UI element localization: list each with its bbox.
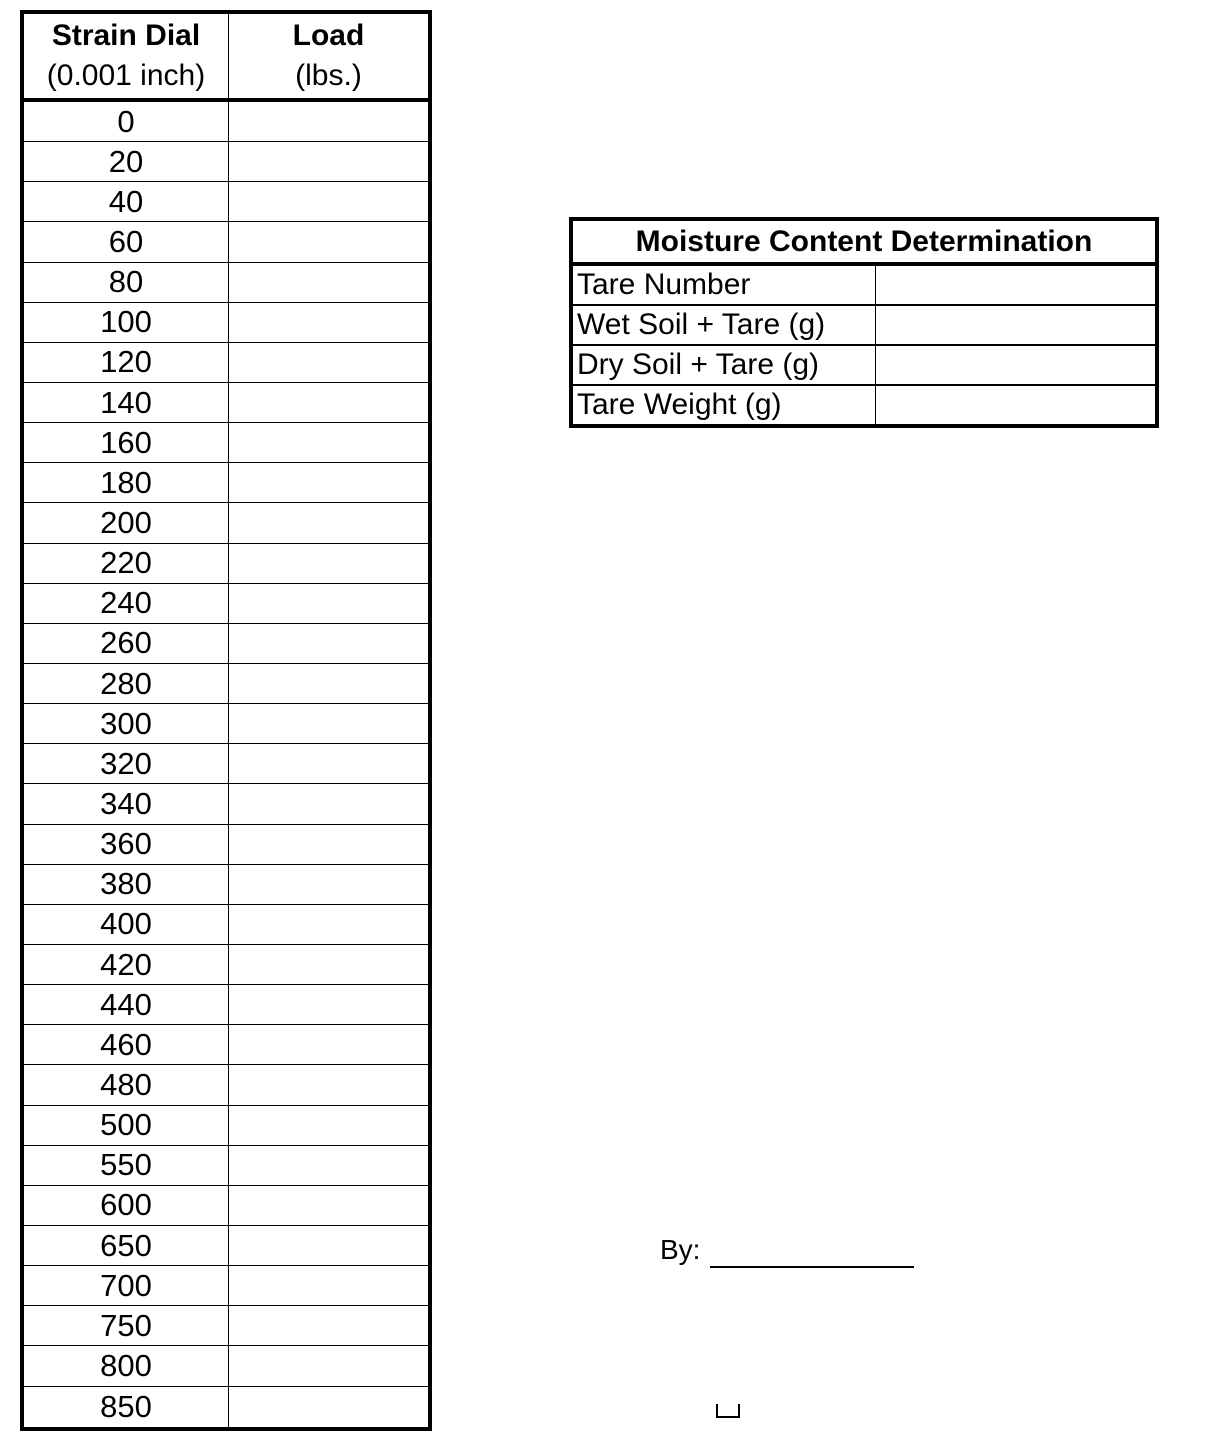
load-cell [229,303,428,342]
load-cell [229,263,428,302]
moisture-content-table [569,217,1159,428]
load-title: Load [292,19,365,52]
load-cell [229,865,428,904]
strain-row [24,423,428,463]
strain-row [24,1146,428,1186]
load-cell [229,463,428,502]
load-input[interactable] [229,303,428,342]
strain-row [24,222,428,262]
load-input[interactable] [229,865,428,904]
strain-row [24,664,428,704]
strain-row [24,1106,428,1146]
strain-dial-value: 0 [24,102,229,141]
load-input[interactable] [229,1065,428,1104]
strain-dial-value: 220 [24,544,229,583]
load-cell [229,423,428,462]
load-header [229,14,428,98]
load-input[interactable] [229,945,428,984]
load-cell [229,1146,428,1185]
load-input[interactable] [229,985,428,1024]
load-input[interactable] [229,624,428,663]
moisture-value-cell [876,386,1155,424]
strain-row [24,1346,428,1386]
moisture-table-body [573,266,1155,424]
load-input[interactable] [229,1266,428,1305]
strain-dial-value: 20 [24,142,229,181]
load-cell [229,825,428,864]
load-cell [229,744,428,783]
load-input[interactable] [229,1387,428,1427]
strain-row [24,383,428,423]
moisture-table-title: Moisture Content Determination [573,221,1155,266]
load-input[interactable] [229,463,428,502]
load-cell [229,503,428,542]
strain-dial-value: 800 [24,1346,229,1385]
strain-row [24,544,428,584]
strain-row [24,1387,428,1427]
strain-dial-value: 280 [24,664,229,703]
moisture-row-label: Wet Soil + Tare (g) [573,306,876,344]
strain-row [24,1226,428,1266]
strain-row [24,142,428,182]
strain-dial-value: 140 [24,383,229,422]
moisture-value-cell [876,266,1155,304]
moisture-value-input[interactable] [876,346,1155,384]
signature-block [660,1232,914,1268]
moisture-value-input[interactable] [876,386,1155,424]
load-input[interactable] [229,263,428,302]
moisture-value-input[interactable] [876,306,1155,344]
load-input[interactable] [229,905,428,944]
strain-row [24,584,428,624]
strain-dial-value: 200 [24,503,229,542]
load-input[interactable] [229,343,428,382]
strain-dial-value: 260 [24,624,229,663]
load-input[interactable] [229,222,428,261]
strain-table-header [24,14,428,102]
strain-row [24,263,428,303]
strain-row [24,343,428,383]
strain-dial-value: 700 [24,1266,229,1305]
load-input[interactable] [229,142,428,181]
moisture-row [573,386,1155,424]
load-cell [229,584,428,623]
moisture-row-label: Tare Number [573,266,876,304]
load-cell [229,905,428,944]
strain-row [24,463,428,503]
load-input[interactable] [229,102,428,141]
strain-dial-value: 60 [24,222,229,261]
strain-row [24,102,428,142]
strain-dial-value: 40 [24,182,229,221]
strain-dial-value: 160 [24,423,229,462]
load-cell [229,945,428,984]
strain-row [24,744,428,784]
strain-dial-value: 460 [24,1025,229,1064]
load-input[interactable] [229,1186,428,1225]
load-input[interactable] [229,503,428,542]
load-cell [229,985,428,1024]
strain-row [24,624,428,664]
load-input[interactable] [229,1306,428,1345]
load-cell [229,182,428,221]
moisture-row-label: Dry Soil + Tare (g) [573,346,876,384]
strain-dial-value: 440 [24,985,229,1024]
load-input[interactable] [229,704,428,743]
moisture-row-label: Tare Weight (g) [573,386,876,424]
strain-load-table [20,10,432,1431]
strain-dial-value: 360 [24,825,229,864]
strain-dial-value: 650 [24,1226,229,1265]
moisture-row [573,346,1155,386]
load-input[interactable] [229,1106,428,1145]
load-input[interactable] [229,1346,428,1385]
strain-row [24,985,428,1025]
moisture-value-cell [876,306,1155,344]
corner-mark [716,1404,740,1418]
load-cell [229,1065,428,1104]
strain-dial-title: Strain Dial [51,19,201,52]
load-input[interactable] [229,664,428,703]
strain-dial-value: 340 [24,784,229,823]
strain-row [24,182,428,222]
moisture-value-input[interactable] [876,266,1155,304]
load-cell [229,1186,428,1225]
load-cell [229,1387,428,1427]
strain-table-body [24,102,428,1427]
strain-dial-value: 750 [24,1306,229,1345]
load-cell [229,1346,428,1385]
load-cell [229,1025,428,1064]
strain-dial-value: 300 [24,704,229,743]
moisture-row [573,266,1155,306]
load-input[interactable] [229,784,428,823]
strain-dial-header [24,14,229,98]
load-cell [229,704,428,743]
load-cell [229,343,428,382]
load-input[interactable] [229,423,428,462]
strain-row [24,1025,428,1065]
strain-row [24,1306,428,1346]
strain-dial-value: 120 [24,343,229,382]
load-cell [229,544,428,583]
strain-dial-value: 100 [24,303,229,342]
strain-dial-value: 480 [24,1065,229,1104]
strain-dial-value: 180 [24,463,229,502]
strain-dial-value: 420 [24,945,229,984]
load-cell [229,383,428,422]
load-unit: (lbs.) [295,59,362,92]
moisture-row [573,306,1155,346]
load-cell [229,102,428,141]
load-cell [229,1106,428,1145]
strain-row [24,865,428,905]
strain-row [24,303,428,343]
strain-dial-value: 320 [24,744,229,783]
load-input[interactable] [229,1146,428,1185]
strain-dial-value: 240 [24,584,229,623]
strain-row [24,945,428,985]
load-input[interactable] [229,584,428,623]
strain-dial-value: 500 [24,1106,229,1145]
load-cell [229,222,428,261]
strain-row [24,905,428,945]
strain-dial-value: 600 [24,1186,229,1225]
strain-dial-unit: (0.001 inch) [46,59,206,92]
load-input[interactable] [229,744,428,783]
strain-dial-value: 400 [24,905,229,944]
strain-dial-value: 80 [24,263,229,302]
load-cell [229,142,428,181]
load-input[interactable] [229,1025,428,1064]
signature-field[interactable] [710,1234,914,1268]
strain-row [24,784,428,824]
load-input[interactable] [229,544,428,583]
load-cell [229,664,428,703]
load-cell [229,1226,428,1265]
strain-dial-value: 550 [24,1146,229,1185]
strain-dial-value: 850 [24,1387,229,1427]
load-cell [229,784,428,823]
strain-row [24,1266,428,1306]
moisture-value-cell [876,346,1155,384]
load-input[interactable] [229,383,428,422]
load-cell [229,624,428,663]
load-cell [229,1266,428,1305]
load-cell [229,1306,428,1345]
load-input[interactable] [229,1226,428,1265]
by-label: By: [660,1234,701,1265]
strain-row [24,704,428,744]
load-input[interactable] [229,825,428,864]
strain-row [24,825,428,865]
strain-row [24,503,428,543]
strain-dial-value: 380 [24,865,229,904]
strain-row [24,1065,428,1105]
load-input[interactable] [229,182,428,221]
strain-row [24,1186,428,1226]
